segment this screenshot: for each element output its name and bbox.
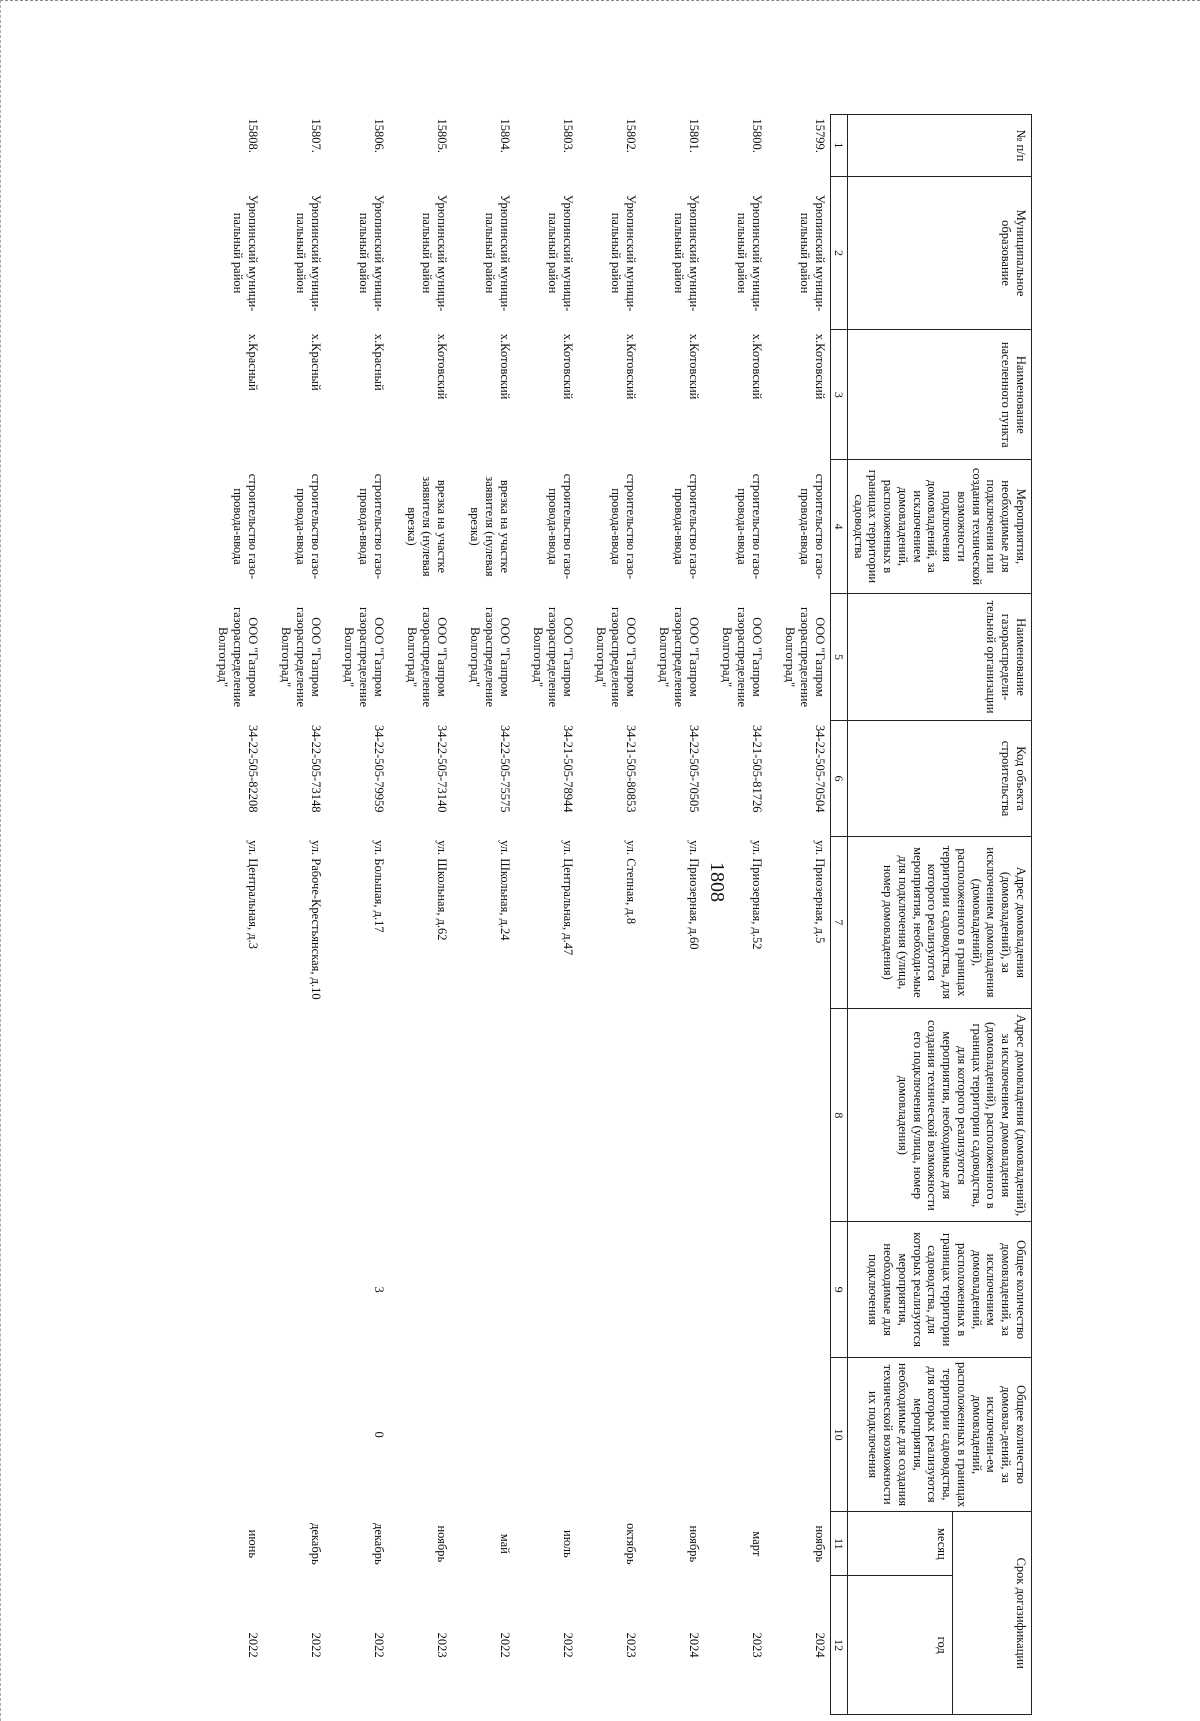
address-technical-cell (578, 1009, 641, 1222)
year-cell: 2023 (434, 1632, 449, 1658)
settlement-cell: х.Красный (308, 333, 323, 391)
count-connection-cell (515, 1222, 578, 1357)
count-connection-cell (452, 1222, 515, 1357)
municipality-cell: Урюпинский муници-пальный район (231, 194, 260, 312)
count-connection-cell (578, 1222, 641, 1357)
table-row (641, 115, 704, 1715)
month-cell: июнь (245, 1529, 260, 1559)
month-cell: июль (560, 1530, 575, 1558)
column-number: 2 (830, 176, 847, 329)
municipality-cell: Урюпинский муници-пальный район (357, 194, 386, 312)
organization-cell: ООО "Газпром газораспределение Волгоград" (342, 606, 386, 708)
object-code-cell: 34-22-505-73140 (434, 724, 449, 813)
row-number: 15808. (245, 118, 260, 153)
gasification-table (200, 114, 1032, 1715)
row-number: 15799. (812, 118, 827, 153)
table-row (767, 115, 831, 1715)
address-connection-cell: ул. Центральная, д.47 (560, 840, 575, 956)
count-technical-cell (389, 1357, 452, 1512)
address-connection-cell: ул. Степная, д.8 (623, 840, 638, 925)
organization-cell: ООО "Газпром газораспределение Волгоград" (531, 606, 575, 708)
settlement-cell: х.Красный (245, 333, 260, 391)
count-technical-cell (452, 1357, 515, 1512)
header-deadline: Срок догазификации (953, 1512, 1032, 1715)
table-row (578, 115, 641, 1715)
left-dashed-border (0, 0, 1, 1721)
row-number: 15806. (371, 118, 386, 153)
settlement-cell: х.Котовский (497, 333, 512, 400)
year-cell: 2022 (308, 1632, 323, 1658)
year-cell: 2023 (749, 1632, 764, 1658)
table-row (515, 115, 578, 1715)
count-connection-cell (200, 1222, 263, 1357)
row-number: 15803. (560, 118, 575, 153)
month-cell: ноябрь (812, 1525, 827, 1563)
count-connection-cell (767, 1222, 831, 1357)
measure-cell: строительство газо-провода-ввода (231, 473, 260, 580)
object-code-cell: 34-22-505-82208 (245, 724, 260, 813)
settlement-cell: х.Котовский (623, 333, 638, 400)
object-code-cell: 34-22-505-70504 (812, 724, 827, 813)
address-connection-cell: ул. Школьная, д.62 (434, 840, 449, 941)
object-code-cell: 34-21-505-78944 (560, 724, 575, 813)
address-connection-cell: ул. Большая, д.17 (371, 840, 386, 933)
year-cell: 2024 (686, 1632, 701, 1658)
row-number: 15801. (686, 118, 701, 153)
year-cell: 2023 (623, 1632, 638, 1658)
settlement-cell: х.Красный (371, 333, 386, 391)
header-year: год (848, 1576, 953, 1715)
count-connection-cell (263, 1222, 326, 1357)
count-technical-cell (200, 1357, 263, 1512)
page-number: 1808 (706, 862, 728, 902)
count-technical-cell (704, 1357, 767, 1512)
column-number: 7 (830, 836, 847, 1009)
top-dashed-border (0, 0, 1200, 1)
object-code-cell: 34-22-505-75575 (497, 724, 512, 813)
table-row (452, 115, 515, 1715)
measure-cell: строительство газо-провода-ввода (672, 473, 701, 580)
measure-cell: строительство газо-провода-ввода (735, 473, 764, 580)
row-number: 15802. (623, 118, 638, 153)
table-row (326, 115, 389, 1715)
organization-cell: ООО "Газпром газораспределение Волгоград" (783, 606, 827, 708)
municipality-cell: Урюпинский муници-пальный район (672, 194, 701, 312)
count-technical-cell (263, 1357, 326, 1512)
count-connection-cell (704, 1222, 767, 1357)
column-number: 3 (830, 330, 847, 460)
month-cell: март (749, 1531, 764, 1557)
header-address-connection: Адрес домовладения (домовладений), за исключением домовладения (домовладений), расположенного в границах территории садоводства, для которого реализуются мероприятия, необходи-мые для подключения (улица, номер домовладения) (848, 836, 1032, 1009)
settlement-cell: х.Котовский (812, 333, 827, 400)
count-connection-cell: 3 (371, 1286, 386, 1293)
measure-cell: строительство газо-провода-ввода (294, 473, 323, 580)
address-technical-cell (263, 1009, 326, 1222)
municipality-cell: Урюпинский муници-пальный район (294, 194, 323, 312)
organization-cell: ООО "Газпром газораспределение Волгоград" (594, 606, 638, 708)
column-number: 12 (830, 1576, 847, 1715)
count-technical-cell (767, 1357, 831, 1512)
address-connection-cell: ул. Приозерная, д.60 (686, 840, 701, 950)
row-number: 15800. (749, 118, 764, 153)
organization-cell: ООО "Газпром газораспределение Волгоград" (405, 606, 449, 708)
address-connection-cell: ул. Центральная, д.3 (245, 840, 260, 949)
column-number: 9 (830, 1222, 847, 1357)
address-technical-cell (389, 1009, 452, 1222)
organization-cell: ООО "Газпром газораспределение Волгоград" (720, 606, 764, 708)
column-number: 10 (830, 1357, 847, 1512)
address-technical-cell (326, 1009, 389, 1222)
header-row (953, 115, 1032, 1715)
object-code-cell: 34-22-505-70505 (686, 724, 701, 813)
column-number: 6 (830, 721, 847, 836)
gasification-table-wrapper (200, 114, 1032, 1715)
address-technical-cell (767, 1009, 831, 1222)
column-number: 1 (830, 115, 847, 177)
address-connection-cell: ул. Приозерная, д.52 (749, 840, 764, 950)
table-row (704, 115, 767, 1715)
municipality-cell: Урюпинский муници-пальный район (483, 194, 512, 312)
object-code-cell: 34-22-505-79959 (371, 724, 386, 813)
organization-cell: ООО "Газпром газораспределение Волгоград" (468, 606, 512, 708)
settlement-cell: х.Котовский (749, 333, 764, 400)
header-month: месяц (848, 1512, 953, 1576)
year-cell: 2024 (812, 1632, 827, 1658)
row-number: 15805. (434, 118, 449, 153)
address-technical-cell (452, 1009, 515, 1222)
row-number: 15807. (308, 118, 323, 153)
year-cell: 2022 (497, 1632, 512, 1658)
column-number: 11 (830, 1512, 847, 1576)
address-technical-cell (515, 1009, 578, 1222)
measure-cell: врезка на участке заявителя (нулевая врезка) (468, 476, 512, 577)
measure-cell: строительство газо-провода-ввода (609, 473, 638, 580)
count-technical-cell: 0 (371, 1431, 386, 1438)
count-technical-cell (641, 1357, 704, 1512)
header-count-technical: Общее количество домовла-дений, за исключени-ем домовладений, расположенных в границах территории садоводства, для которых реализуются мероприятия, необходимые для создания технической возможности их подключения (848, 1357, 1032, 1512)
count-connection-cell (389, 1222, 452, 1357)
month-cell: октябрь (623, 1523, 638, 1565)
year-cell: 2022 (371, 1632, 386, 1658)
month-cell: декабрь (371, 1523, 386, 1565)
object-code-cell: 34-21-505-81726 (749, 724, 764, 813)
year-cell: 2022 (560, 1632, 575, 1658)
organization-cell: ООО "Газпром газораспределение Волгоград" (657, 606, 701, 708)
column-number: 4 (830, 460, 847, 593)
municipality-cell: Урюпинский муници-пальный район (546, 194, 575, 312)
row-number: 15804. (497, 118, 512, 153)
address-connection-cell: ул. Рабоче-Крестьянская, д.10 (308, 840, 323, 1000)
header-object-code: Код объекта строительства (848, 721, 1032, 836)
column-number: 8 (830, 1009, 847, 1222)
object-code-cell: 34-22-505-73148 (308, 724, 323, 813)
count-connection-cell (641, 1222, 704, 1357)
header-organization: Наименование газораспредели-тельной организации (848, 593, 1032, 721)
header-number: № п/п (848, 115, 1032, 177)
count-technical-cell (515, 1357, 578, 1512)
address-connection-cell: ул. Приозерная, д.5 (812, 840, 827, 944)
column-number: 5 (830, 593, 847, 721)
measure-cell: строительство газо-провода-ввода (798, 473, 827, 580)
year-cell: 2022 (245, 1632, 260, 1658)
month-cell: ноябрь (434, 1525, 449, 1563)
header-measures: Мероприятия, необходимые для подключения или создания технической возможности подключения домовладений, за исключением домовладений, расположенных в границах территории садоводства (848, 460, 1032, 593)
table-row (263, 115, 326, 1715)
header-settlement: Наименование населенного пункта (848, 330, 1032, 460)
month-cell: май (497, 1533, 512, 1554)
address-technical-cell (704, 1009, 767, 1222)
measure-cell: строительство газо-провода-ввода (357, 473, 386, 580)
municipality-cell: Урюпинский муници-пальный район (735, 194, 764, 312)
address-technical-cell (200, 1009, 263, 1222)
organization-cell: ООО "Газпром газораспределение Волгоград" (279, 606, 323, 708)
column-number-row (830, 115, 847, 1715)
header-count-connection: Общее количество домовладений, за исключением домовладений, расположенных в границах территории садоводства, для которых реализуются мероприятия, необходимые для подключения (848, 1222, 1032, 1357)
settlement-cell: х.Котовский (434, 333, 449, 400)
municipality-cell: Урюпинский муници-пальный район (609, 194, 638, 312)
address-technical-cell (641, 1009, 704, 1222)
measure-cell: строительство газо-провода-ввода (546, 473, 575, 580)
measure-cell: врезка на участке заявителя (нулевая врезка) (405, 476, 449, 577)
header-address-technical: Адрес домовладения (домовладений), за исключением домовладения (домовладений), расположенного в границах территории садоводства, для которого реализуются мероприятия, необходимые для создания технической возможности его подключения (улица, номер домовладения) (848, 1009, 1032, 1222)
settlement-cell: х.Котовский (560, 333, 575, 400)
count-technical-cell (578, 1357, 641, 1512)
table-row (200, 115, 263, 1715)
table-row (389, 115, 452, 1715)
settlement-cell: х.Котовский (686, 333, 701, 400)
municipality-cell: Урюпинский муници-пальный район (420, 194, 449, 312)
address-connection-cell: ул. Школьная, д.24 (497, 840, 512, 941)
organization-cell: ООО "Газпром газораспределение Волгоград" (216, 606, 260, 708)
month-cell: ноябрь (686, 1525, 701, 1563)
month-cell: декабрь (308, 1523, 323, 1565)
header-municipality: Муниципальное образование (848, 176, 1032, 329)
object-code-cell: 34-21-505-80853 (623, 724, 638, 813)
municipality-cell: Урюпинский муници-пальный район (798, 194, 827, 312)
